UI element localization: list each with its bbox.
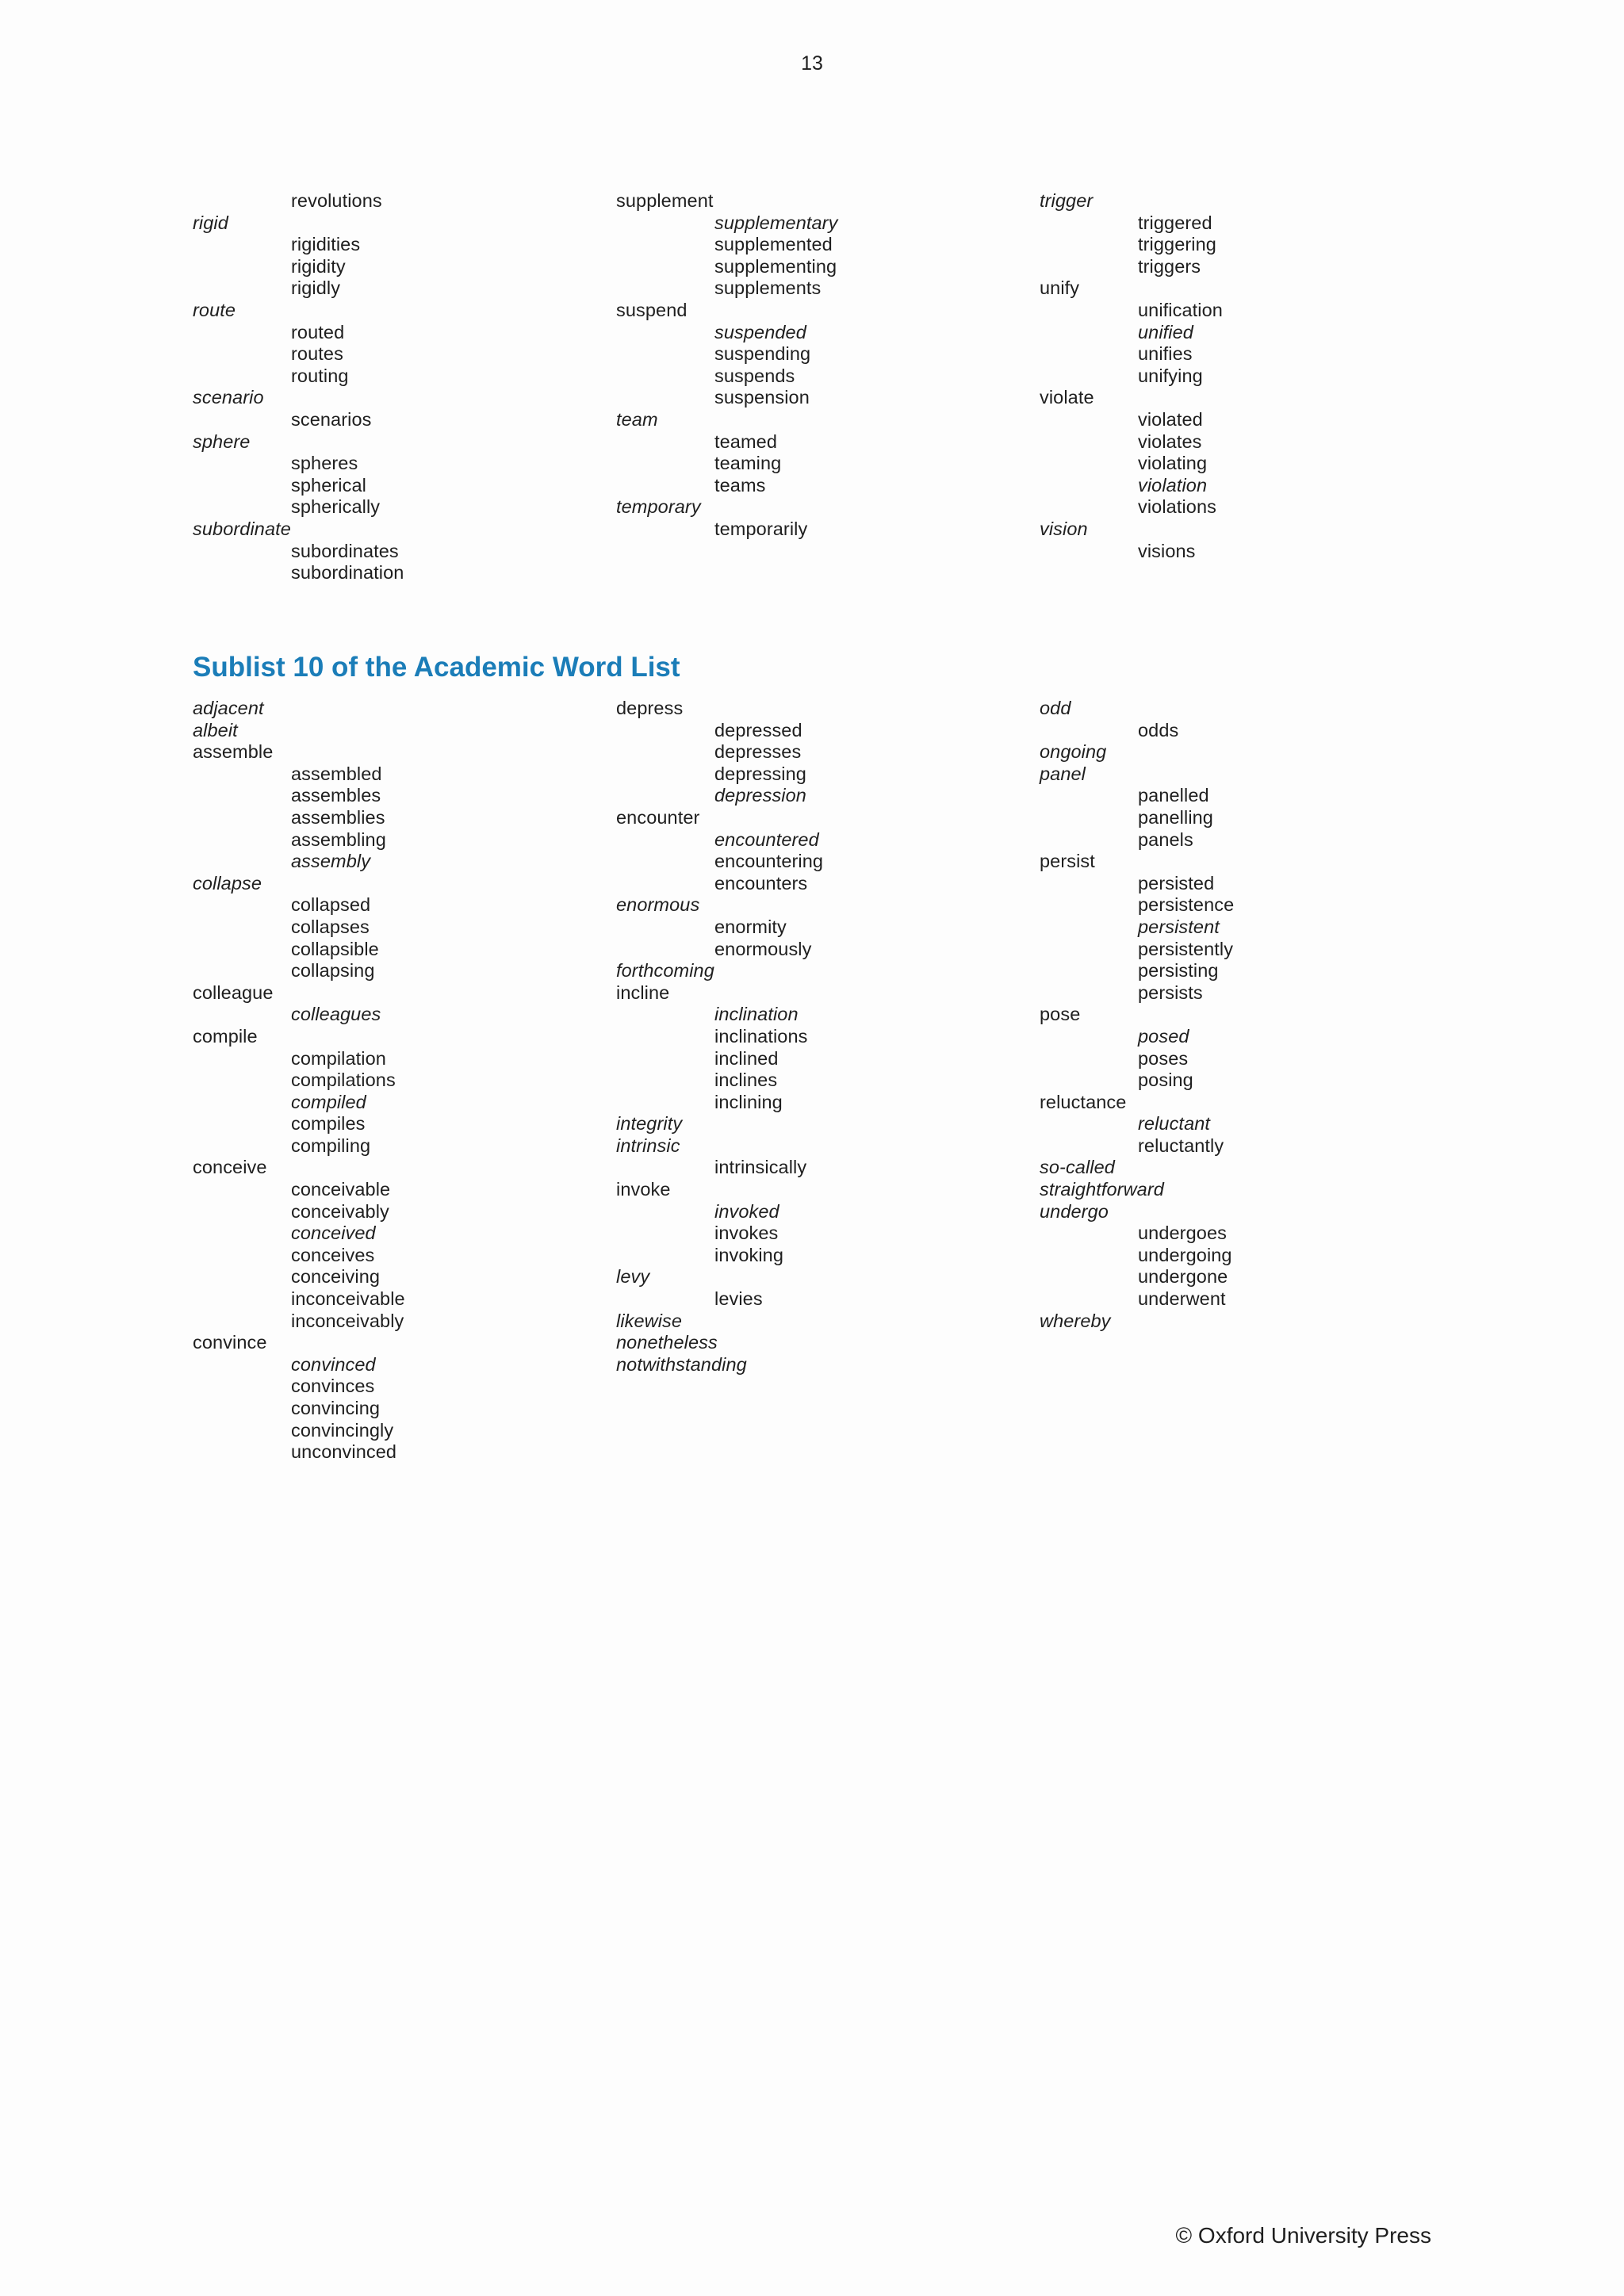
word-family-member: posed	[1138, 1025, 1189, 1047]
word-family-member: panelled	[1138, 785, 1209, 806]
word-family-member: conceiving	[291, 1266, 381, 1288]
headword: whereby	[1040, 1310, 1111, 1331]
headword: suspend	[616, 299, 688, 320]
headword: forthcoming	[616, 960, 714, 982]
word-family-member: compiling	[291, 1135, 371, 1156]
copyright-footer: © Oxford University Press	[1175, 2223, 1431, 2248]
word-family-member: compiles	[291, 1113, 366, 1135]
headword: likewise	[616, 1310, 683, 1331]
word-family-member: violating	[1138, 453, 1208, 474]
word-family-member: persisted	[1138, 872, 1215, 894]
word-family-member: encounters	[714, 872, 808, 894]
word-family-member: assemblies	[291, 806, 385, 828]
headword: integrity	[616, 1113, 683, 1135]
word-family-member: suspension	[714, 387, 810, 408]
headword: odd	[1040, 698, 1071, 718]
word-family-member: odds	[1138, 719, 1179, 740]
word-family-member: panelling	[1138, 806, 1213, 828]
word-family-member: convinced	[291, 1353, 376, 1375]
word-family-member: suspends	[714, 365, 795, 386]
headword: albeit	[193, 719, 238, 740]
word-family-member: violated	[1138, 408, 1203, 430]
word-family-member: teaming	[714, 453, 782, 474]
word-family-member: posing	[1138, 1070, 1193, 1091]
word-family-member: suspending	[714, 343, 811, 365]
headword: trigger	[1040, 190, 1094, 211]
word-family-member: depressed	[714, 719, 802, 740]
word-family-member: revolutions	[291, 190, 382, 211]
word-family-member: spherically	[291, 496, 381, 518]
word-family-member: compilation	[291, 1047, 386, 1069]
word-family-member: inclined	[714, 1047, 779, 1069]
headword: nonetheless	[616, 1332, 718, 1353]
word-family-member: teams	[714, 474, 766, 496]
headword: intrinsic	[616, 1135, 680, 1156]
word-family-member: routing	[291, 365, 349, 386]
headword: scenario	[193, 387, 264, 408]
word-family-member: scenarios	[291, 408, 372, 430]
headword: subordinate	[193, 518, 291, 539]
headword: route	[193, 299, 236, 320]
word-family-member: undergone	[1138, 1266, 1228, 1288]
headword: notwithstanding	[616, 1353, 747, 1375]
sublist-column-1	[193, 698, 605, 1464]
word-family-member: compilations	[291, 1070, 396, 1091]
headword: ongoing	[1040, 741, 1107, 763]
headword: so-called	[1040, 1157, 1115, 1178]
headword: incline	[616, 982, 670, 1003]
sublist-heading: Sublist 10 of the Academic Word List	[193, 652, 680, 683]
word-family-member: inconceivable	[291, 1288, 405, 1310]
headword: pose	[1040, 1004, 1081, 1025]
headword: depress	[616, 698, 684, 718]
headword: assemble	[193, 741, 274, 763]
word-family-member: colleagues	[291, 1004, 381, 1025]
word-family-member: supplemented	[714, 234, 833, 255]
headword: collapse	[193, 872, 262, 894]
word-family-member: conceivably	[291, 1200, 389, 1222]
word-family-member: invoking	[714, 1244, 784, 1265]
word-family-member: unification	[1138, 299, 1223, 320]
headword: reluctance	[1040, 1091, 1127, 1112]
headword: unify	[1040, 277, 1080, 299]
word-family-member: convincing	[291, 1398, 381, 1418]
word-family-member: unconvinced	[291, 1441, 397, 1463]
top-column-3	[1040, 190, 1452, 562]
word-family-member: routed	[291, 321, 345, 342]
word-family-member: conceivable	[291, 1179, 391, 1200]
word-family-member: compiled	[291, 1091, 366, 1112]
word-family-member: collapses	[291, 916, 370, 937]
word-family-member: encountering	[714, 851, 824, 872]
word-family-member: triggered	[1138, 212, 1212, 233]
word-family-member: collapsible	[291, 938, 379, 959]
word-family-member: convinces	[291, 1376, 375, 1397]
word-family-member: unifying	[1138, 365, 1203, 386]
word-family-member: enormity	[714, 916, 787, 937]
word-family-member: supplementary	[714, 212, 838, 233]
word-family-member: enormously	[714, 938, 812, 959]
word-family-member: conceived	[291, 1223, 376, 1244]
word-family-member: inconceivably	[291, 1310, 404, 1331]
headword: violate	[1040, 387, 1094, 408]
word-family-member: collapsing	[291, 960, 375, 982]
word-family-member: unified	[1138, 321, 1193, 342]
word-family-member: routes	[291, 343, 343, 365]
word-family-member: convincingly	[291, 1419, 394, 1441]
word-family-member: depresses	[714, 741, 802, 763]
word-family-member: rigidities	[291, 234, 361, 255]
headword: undergo	[1040, 1200, 1109, 1222]
headword: levy	[616, 1266, 650, 1288]
word-family-member: reluctant	[1138, 1113, 1211, 1135]
word-family-member: collapsed	[291, 894, 371, 916]
headword: compile	[193, 1025, 258, 1047]
word-family-member: levies	[714, 1288, 763, 1310]
word-family-member: panels	[1138, 828, 1193, 850]
page-number: 13	[801, 52, 823, 75]
word-family-member: assembly	[291, 851, 371, 872]
word-family-member: encountered	[714, 828, 819, 850]
word-family-member: violates	[1138, 430, 1202, 452]
headword: supplement	[616, 190, 714, 211]
word-family-member: temporarily	[714, 518, 808, 539]
headword: team	[616, 408, 658, 430]
headword: persist	[1040, 851, 1095, 872]
word-family-member: reluctantly	[1138, 1135, 1224, 1156]
word-family-member: inclination	[714, 1004, 799, 1025]
headword: encounter	[616, 806, 700, 828]
word-family-member: persistent	[1138, 916, 1220, 937]
word-family-member: assembling	[291, 828, 386, 850]
headword: rigid	[193, 212, 228, 233]
word-family-member: unifies	[1138, 343, 1193, 365]
word-family-member: inclinations	[714, 1025, 808, 1047]
word-family-member: violation	[1138, 474, 1208, 496]
word-family-member: intrinsically	[714, 1157, 807, 1178]
word-family-member: supplements	[714, 277, 822, 299]
headword: conceive	[193, 1157, 267, 1178]
word-family-member: rigidity	[291, 255, 346, 277]
word-family-member: visions	[1138, 540, 1196, 561]
word-family-member: spherical	[291, 474, 366, 496]
word-family-member: conceives	[291, 1244, 375, 1265]
word-family-member: assembles	[291, 785, 381, 806]
word-family-member: suspended	[714, 321, 806, 342]
word-family-member: invoked	[714, 1200, 779, 1222]
word-family-member: undergoing	[1138, 1244, 1232, 1265]
word-family-member: subordinates	[291, 540, 399, 561]
sublist-column-3	[1040, 698, 1452, 1332]
headword: straightforward	[1040, 1179, 1164, 1200]
word-family-member: poses	[1138, 1047, 1189, 1069]
headword: vision	[1040, 518, 1088, 539]
sublist-column-2	[616, 698, 1028, 1376]
word-family-member: inclining	[714, 1091, 783, 1112]
word-family-member: supplementing	[714, 255, 837, 277]
word-family-member: persistently	[1138, 938, 1234, 959]
headword: adjacent	[193, 698, 264, 718]
headword: temporary	[616, 496, 701, 518]
word-family-member: persists	[1138, 982, 1203, 1003]
word-family-member: persisting	[1138, 960, 1219, 982]
headword: panel	[1040, 763, 1086, 784]
word-family-member: inclines	[714, 1070, 778, 1091]
word-family-member: triggering	[1138, 234, 1216, 255]
word-family-member: underwent	[1138, 1288, 1226, 1310]
word-family-member: assembled	[291, 763, 382, 784]
word-family-member: subordination	[291, 562, 404, 584]
word-family-member: undergoes	[1138, 1223, 1227, 1244]
headword: colleague	[193, 982, 274, 1003]
headword: sphere	[193, 430, 251, 452]
word-family-member: rigidly	[291, 277, 341, 299]
word-family-member: persistence	[1138, 894, 1235, 916]
word-family-member: triggers	[1138, 255, 1201, 277]
word-family-member: teamed	[714, 430, 777, 452]
word-family-member: violations	[1138, 496, 1216, 518]
headword: convince	[193, 1332, 267, 1353]
word-family-member: invokes	[714, 1223, 779, 1244]
top-column-2	[616, 190, 1028, 541]
headword: enormous	[616, 894, 700, 916]
top-column-1	[193, 190, 605, 584]
word-family-member: depression	[714, 785, 806, 806]
word-family-member: spheres	[291, 453, 358, 474]
headword: invoke	[616, 1179, 671, 1200]
word-family-member: depressing	[714, 763, 806, 784]
